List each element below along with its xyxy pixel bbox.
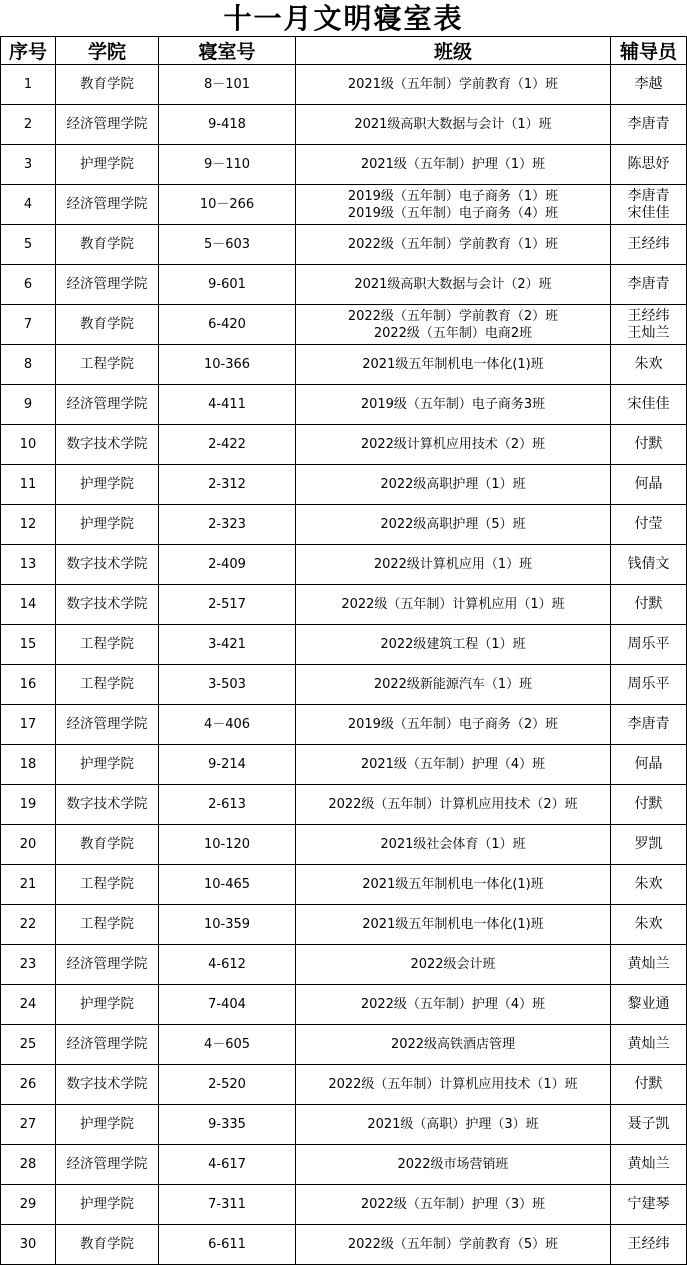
cell-college[interactable]: 工程学院 [56,345,159,385]
class-line: 2022级市场营销班 [397,1157,509,1172]
cell-counselor[interactable] [611,865,687,905]
cell-counselor[interactable] [611,585,687,625]
cell-college[interactable]: 经济管理学院 [56,1025,159,1065]
class-line: 2022级（五年制）学前教育（2）班 [347,308,559,324]
class-line: 2019级（五年制）电子商务（4）班 [347,205,559,221]
cell-seq[interactable]: 26 [1,1065,56,1105]
cell-college[interactable]: 经济管理学院 [56,1145,159,1185]
cell-college[interactable]: 教育学院 [56,1225,159,1265]
cell-seq[interactable]: 21 [1,865,56,905]
cell-class[interactable] [296,185,611,225]
counselor-line: 黄灿兰 [627,956,670,972]
cell-college[interactable]: 经济管理学院 [56,945,159,985]
class-line: 2022级计算机应用技术（2）班 [360,437,546,452]
cell-college[interactable]: 护理学院 [56,505,159,545]
cell-college[interactable]: 经济管理学院 [56,185,159,225]
cell-room[interactable]: 7-311 [159,1185,296,1225]
counselor-line: 宋佳佳 [627,396,670,412]
cell-seq[interactable]: 10 [1,425,56,465]
cell-counselor[interactable] [611,505,687,545]
cell-room[interactable]: 9－110 [159,145,296,185]
table-row [1,1225,687,1265]
class-line: 2022级会计班 [410,957,496,972]
class-line: 2022级计算机应用（1）班 [373,557,533,572]
class-line: 2022级（五年制）计算机应用技术（1）班 [328,1077,578,1092]
table-row [1,1105,687,1145]
cell-counselor[interactable] [611,1225,687,1265]
table-row [1,665,687,705]
cell-room[interactable]: 2-517 [159,585,296,625]
counselor-line: 朱欢 [634,356,663,372]
cell-class[interactable] [296,305,611,345]
cell-counselor[interactable] [611,825,687,865]
cell-room[interactable]: 10－266 [159,185,296,225]
counselor-line: 付默 [634,1076,663,1092]
cell-counselor[interactable] [611,465,687,505]
cell-class[interactable] [296,625,611,665]
cell-class[interactable] [296,1145,611,1185]
cell-counselor[interactable] [611,705,687,745]
cell-college[interactable]: 数字技术学院 [56,545,159,585]
table-row [1,1145,687,1185]
cell-class[interactable] [296,65,611,105]
counselor-line: 宁建琴 [627,1196,670,1212]
cell-class[interactable] [296,1105,611,1145]
cell-seq[interactable]: 8 [1,345,56,385]
cell-seq[interactable]: 16 [1,665,56,705]
class-line: 2022级高铁酒店管理 [390,1037,516,1052]
cell-room[interactable]: 2-613 [159,785,296,825]
cell-college[interactable]: 工程学院 [56,865,159,905]
cell-college[interactable]: 护理学院 [56,145,159,185]
cell-class[interactable] [296,1185,611,1225]
cell-class[interactable] [296,665,611,705]
cell-room[interactable]: 10-366 [159,345,296,385]
cell-counselor[interactable] [611,1105,687,1145]
table-row [1,585,687,625]
table-row [1,345,687,385]
cell-counselor[interactable] [611,305,687,345]
cell-room[interactable]: 10-359 [159,905,296,945]
cell-college[interactable]: 护理学院 [56,465,159,505]
cell-room[interactable]: 2-312 [159,465,296,505]
cell-seq[interactable]: 1 [1,65,56,105]
cell-class[interactable] [296,465,611,505]
table-row [1,265,687,305]
cell-seq[interactable]: 20 [1,825,56,865]
counselor-line: 付莹 [634,516,663,532]
table-row [1,185,687,225]
header-room: 寝室号 [159,37,296,65]
cell-seq[interactable]: 15 [1,625,56,665]
table-row [1,705,687,745]
class-line: 2022级（五年制）护理（4）班 [360,997,546,1012]
cell-college[interactable]: 教育学院 [56,305,159,345]
cell-class[interactable] [296,425,611,465]
cell-counselor[interactable] [611,945,687,985]
cell-room[interactable]: 9-335 [159,1105,296,1145]
cell-college[interactable]: 数字技术学院 [56,425,159,465]
cell-class[interactable] [296,385,611,425]
cell-counselor[interactable] [611,225,687,265]
class-line: 2021级（五年制）学前教育（1）班 [347,77,559,92]
counselor-line: 付默 [634,596,663,612]
cell-seq[interactable]: 9 [1,385,56,425]
cell-room[interactable]: 2-323 [159,505,296,545]
cell-room[interactable]: 4－605 [159,1025,296,1065]
counselor-line: 黄灿兰 [627,1156,670,1172]
cell-college[interactable]: 教育学院 [56,225,159,265]
table-row [1,865,687,905]
counselor-line: 李唐青 [627,716,670,732]
table-row [1,825,687,865]
table-row [1,105,687,145]
table-row [1,425,687,465]
cell-room[interactable]: 3-421 [159,625,296,665]
cell-room[interactable]: 2-422 [159,425,296,465]
cell-seq[interactable]: 22 [1,905,56,945]
cell-room[interactable]: 2-409 [159,545,296,585]
cell-room[interactable]: 5－603 [159,225,296,265]
cell-seq[interactable]: 4 [1,185,56,225]
counselor-line: 李唐青 [627,187,670,204]
table-row [1,385,687,425]
table-body [1,65,687,1265]
cell-room[interactable]: 10-465 [159,865,296,905]
class-line: 2022级（五年制）计算机应用技术（2）班 [328,797,578,812]
cell-class[interactable] [296,1225,611,1265]
cell-counselor[interactable] [611,185,687,225]
table-row [1,145,687,185]
page-title: 十一月文明寝室表 [223,2,464,35]
cell-counselor[interactable] [611,105,687,145]
class-line: 2022级（五年制）电商2班 [373,325,533,341]
cell-counselor[interactable] [611,385,687,425]
cell-college[interactable]: 经济管理学院 [56,105,159,145]
counselor-line: 黄灿兰 [627,1036,670,1052]
table-header-row [1,37,687,65]
cell-counselor[interactable] [611,1145,687,1185]
cell-seq[interactable]: 5 [1,225,56,265]
table-row [1,1065,687,1105]
cell-room[interactable]: 10-120 [159,825,296,865]
cell-counselor[interactable] [611,985,687,1025]
counselor-line: 陈思妤 [627,156,670,172]
cell-room[interactable]: 9-418 [159,105,296,145]
cell-seq[interactable]: 19 [1,785,56,825]
cell-room[interactable]: 4-612 [159,945,296,985]
cell-counselor[interactable] [611,265,687,305]
cell-seq[interactable]: 13 [1,545,56,585]
cell-seq[interactable]: 17 [1,705,56,745]
cell-room[interactable]: 9-214 [159,745,296,785]
cell-seq[interactable]: 12 [1,505,56,545]
counselor-line: 王经纬 [627,1236,670,1252]
counselor-line: 聂子凯 [627,1116,670,1132]
counselor-line: 付默 [634,436,663,452]
cell-counselor[interactable] [611,625,687,665]
header-class: 班级 [296,37,611,65]
class-line: 2022级高职护理（1）班 [380,477,526,492]
cell-seq[interactable]: 29 [1,1185,56,1225]
cell-class[interactable] [296,545,611,585]
dorm-table [0,36,687,1265]
cell-class[interactable] [296,905,611,945]
counselor-line: 李唐青 [627,276,670,292]
counselor-line: 周乐平 [627,676,670,692]
class-line: 2022级建筑工程（1）班 [380,637,526,652]
cell-college[interactable]: 教育学院 [56,65,159,105]
cell-seq[interactable]: 23 [1,945,56,985]
table-row [1,985,687,1025]
table-row [1,225,687,265]
cell-seq[interactable]: 18 [1,745,56,785]
cell-counselor[interactable] [611,785,687,825]
header-seq: 序号 [1,37,56,65]
cell-room[interactable]: 6-420 [159,305,296,345]
cell-class[interactable] [296,585,611,625]
table-row [1,65,687,105]
counselor-line: 王经纬 [627,236,670,252]
cell-college[interactable]: 经济管理学院 [56,265,159,305]
cell-room[interactable]: 9-601 [159,265,296,305]
cell-seq[interactable]: 24 [1,985,56,1025]
counselor-line: 李唐青 [627,116,670,132]
cell-college[interactable]: 工程学院 [56,625,159,665]
cell-room[interactable]: 4-411 [159,385,296,425]
counselor-line: 王经纬 [627,307,670,324]
class-line: 2022级（五年制）学前教育（5）班 [347,1237,559,1252]
cell-class[interactable] [296,265,611,305]
cell-room[interactable]: 3-503 [159,665,296,705]
class-line: 2019级（五年制）电子商务（2）班 [347,717,559,732]
cell-college[interactable]: 护理学院 [56,985,159,1025]
cell-college[interactable]: 经济管理学院 [56,705,159,745]
class-line: 2021级五年制机电一体化(1)班 [362,917,544,932]
cell-counselor[interactable] [611,1185,687,1225]
cell-college[interactable]: 教育学院 [56,825,159,865]
cell-class[interactable] [296,345,611,385]
table-row [1,505,687,545]
cell-seq[interactable]: 6 [1,265,56,305]
cell-seq[interactable]: 7 [1,305,56,345]
cell-counselor[interactable] [611,545,687,585]
cell-seq[interactable]: 30 [1,1225,56,1265]
cell-college[interactable]: 数字技术学院 [56,585,159,625]
counselor-line: 何晶 [634,756,663,772]
cell-class[interactable] [296,225,611,265]
cell-counselor[interactable] [611,1025,687,1065]
cell-class[interactable] [296,1065,611,1105]
class-line: 2021级（高职）护理（3）班 [367,1117,539,1132]
cell-seq[interactable]: 11 [1,465,56,505]
table-row [1,1025,687,1065]
table-row [1,905,687,945]
header-counselor: 辅导员 [611,37,687,65]
cell-seq[interactable]: 14 [1,585,56,625]
class-line: 2019级（五年制）电子商务3班 [360,397,546,412]
table-row [1,625,687,665]
cell-class[interactable] [296,825,611,865]
cell-room[interactable]: 7-404 [159,985,296,1025]
cell-college[interactable]: 数字技术学院 [56,1065,159,1105]
class-line: 2021级高职大数据与会计（1）班 [354,117,552,132]
table-row [1,785,687,825]
cell-room[interactable]: 2-520 [159,1065,296,1105]
cell-counselor[interactable] [611,145,687,185]
class-line: 2022级（五年制）护理（3）班 [360,1197,546,1212]
table-row [1,945,687,985]
cell-counselor[interactable] [611,345,687,385]
cell-room[interactable]: 8－101 [159,65,296,105]
cell-room[interactable]: 6-611 [159,1225,296,1265]
cell-college[interactable]: 工程学院 [56,665,159,705]
cell-college[interactable]: 数字技术学院 [56,785,159,825]
cell-seq[interactable]: 28 [1,1145,56,1185]
table-row [1,305,687,345]
cell-class[interactable] [296,1025,611,1065]
counselor-line: 李越 [634,76,663,92]
cell-college[interactable]: 护理学院 [56,1185,159,1225]
class-line: 2021级高职大数据与会计（2）班 [354,277,552,292]
counselor-line: 朱欢 [634,876,663,892]
cell-counselor[interactable] [611,745,687,785]
counselor-line: 何晶 [634,476,663,492]
cell-room[interactable]: 4-617 [159,1145,296,1185]
table-row [1,465,687,505]
cell-counselor[interactable] [611,65,687,105]
class-line: 2022级（五年制）学前教育（1）班 [347,237,559,252]
counselor-line: 宋佳佳 [627,204,670,221]
cell-class[interactable] [296,145,611,185]
cell-college[interactable]: 护理学院 [56,745,159,785]
cell-class[interactable] [296,505,611,545]
cell-counselor[interactable] [611,905,687,945]
table-row [1,545,687,585]
class-line: 2021级（五年制）护理（1）班 [360,157,546,172]
cell-room[interactable]: 4－406 [159,705,296,745]
cell-class[interactable] [296,705,611,745]
class-line: 2022级高职护理（5）班 [380,517,526,532]
class-line: 2021级五年制机电一体化(1)班 [362,877,544,892]
table-row [1,745,687,785]
cell-seq[interactable]: 27 [1,1105,56,1145]
table-row [1,1185,687,1225]
counselor-line: 钱倩文 [627,556,670,572]
counselor-line: 罗凯 [634,836,663,852]
cell-class[interactable] [296,745,611,785]
counselor-line: 王灿兰 [627,324,670,341]
cell-class[interactable] [296,865,611,905]
cell-seq[interactable]: 25 [1,1025,56,1065]
cell-class[interactable] [296,105,611,145]
class-line: 2022级新能源汽车（1）班 [373,677,533,692]
cell-class[interactable] [296,945,611,985]
cell-college[interactable]: 工程学院 [56,905,159,945]
cell-college[interactable]: 经济管理学院 [56,385,159,425]
counselor-line: 周乐平 [627,636,670,652]
class-line: 2021级五年制机电一体化(1)班 [362,357,544,372]
cell-class[interactable] [296,785,611,825]
cell-counselor[interactable] [611,665,687,705]
counselor-line: 黎业通 [627,996,670,1012]
cell-seq[interactable]: 3 [1,145,56,185]
cell-college[interactable]: 护理学院 [56,1105,159,1145]
cell-counselor[interactable] [611,1065,687,1105]
header-college: 学院 [56,37,159,65]
cell-counselor[interactable] [611,425,687,465]
cell-seq[interactable]: 2 [1,105,56,145]
cell-class[interactable] [296,985,611,1025]
class-line: 2019级（五年制）电子商务（1）班 [347,188,559,204]
counselor-line: 朱欢 [634,916,663,932]
class-line: 2022级（五年制）计算机应用（1）班 [341,597,565,612]
class-line: 2021级（五年制）护理（4）班 [360,757,546,772]
counselor-line: 付默 [634,796,663,812]
class-line: 2021级社会体育（1）班 [380,837,526,852]
